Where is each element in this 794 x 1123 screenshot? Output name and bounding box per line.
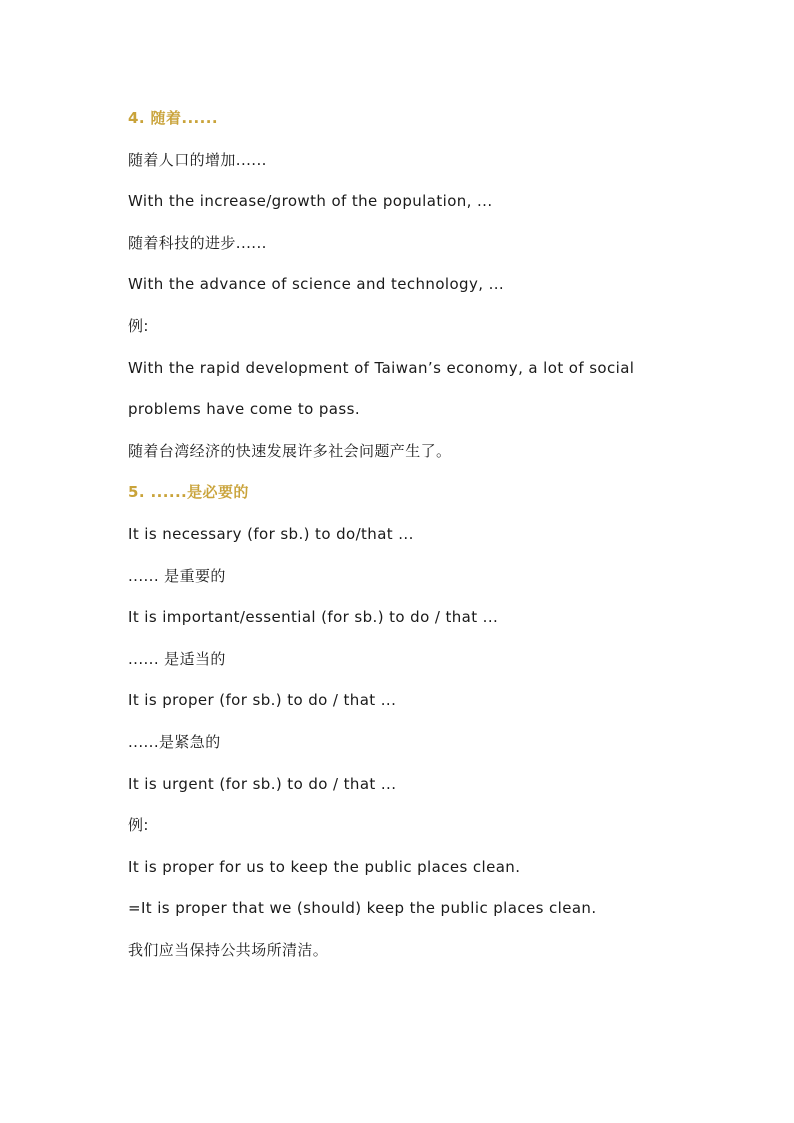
chinese-phrase: ......是紧急的	[128, 733, 221, 751]
chinese-phrase: ...... 是适当的	[128, 650, 226, 668]
example-sentence: With the rapid development of Taiwan’s economy, a lot of social	[128, 359, 635, 377]
chinese-phrase: 随着人口的增加......	[128, 151, 267, 169]
example-label: 例:	[128, 317, 149, 335]
english-phrase: With the increase/growth of the population, ...	[128, 192, 493, 210]
example-translation: 随着台湾经济的快速发展许多社会问题产生了。	[128, 442, 452, 460]
example-sentence: It is proper for us to keep the public places clean.	[128, 858, 521, 876]
example-translation: 我们应当保持公共场所清洁。	[128, 941, 329, 959]
section-heading-4: 4. 随着......	[128, 109, 218, 127]
chinese-phrase: ...... 是重要的	[128, 567, 226, 585]
english-phrase: It is important/essential (for sb.) to do / that ...	[128, 608, 499, 626]
example-sentence-continued: problems have come to pass.	[128, 400, 360, 418]
english-phrase: With the advance of science and technology, ...	[128, 275, 505, 293]
english-phrase: It is necessary (for sb.) to do/that ...	[128, 525, 414, 543]
section-heading-5: 5. ......是必要的	[128, 483, 249, 501]
example-label: 例:	[128, 816, 149, 834]
example-sentence: =It is proper that we (should) keep the public places clean.	[128, 899, 597, 917]
english-phrase: It is urgent (for sb.) to do / that ...	[128, 775, 397, 793]
english-phrase: It is proper (for sb.) to do / that ...	[128, 691, 397, 709]
chinese-phrase: 随着科技的进步......	[128, 234, 267, 252]
